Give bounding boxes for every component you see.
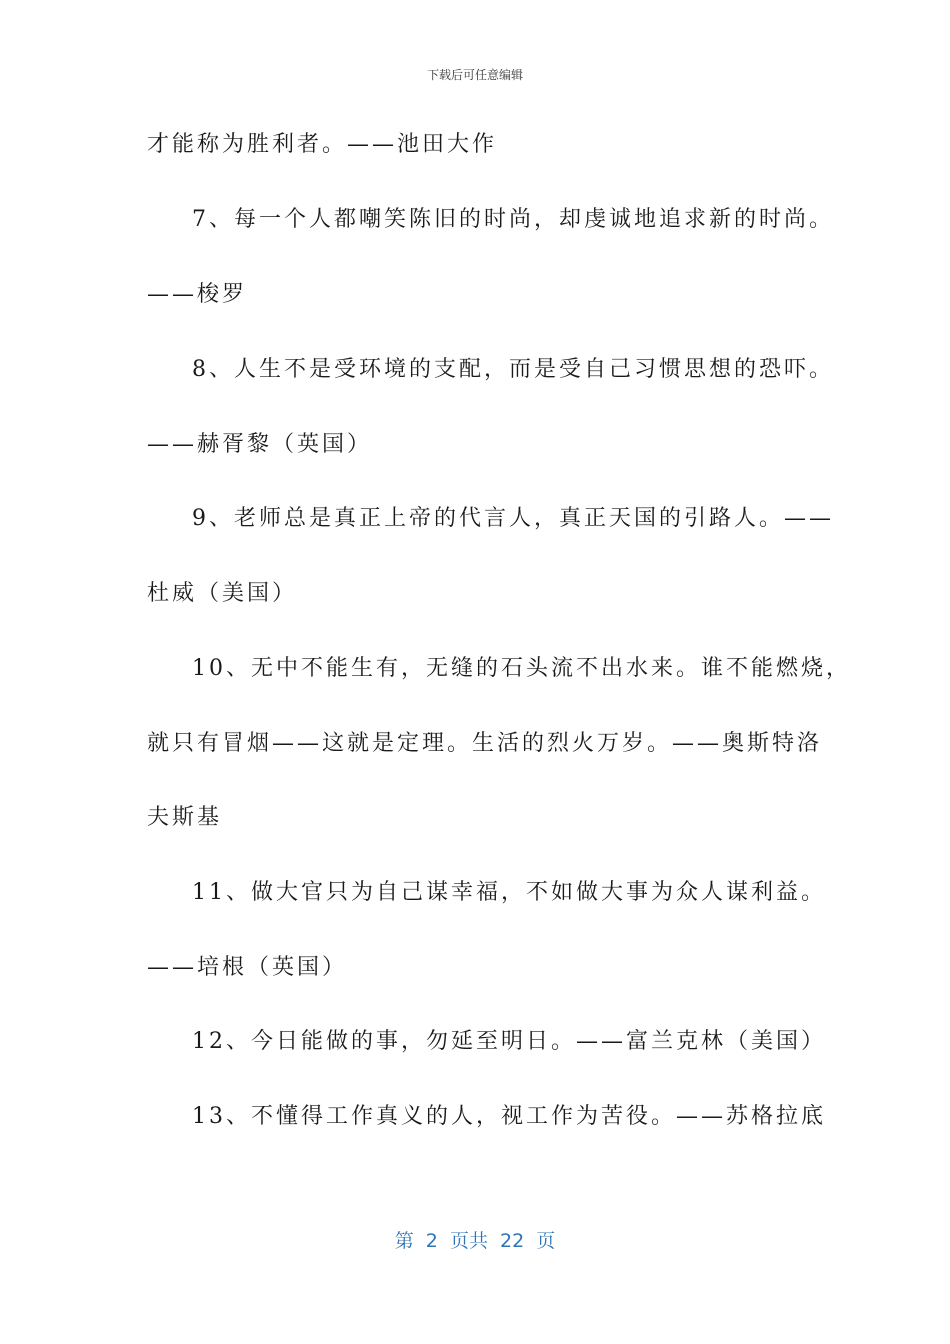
author-line: ——梭罗 (147, 282, 248, 307)
quote-line: 就只有冒烟——这就是定理。生活的烈火万岁。——奥斯特洛 (147, 731, 823, 756)
page-number: 第 2 页共 22 页 (394, 1230, 556, 1252)
author-line: 杜威（美国） (147, 581, 298, 606)
quote-line: 9、老师总是真正上帝的代言人，真正天国的引路人。—— (192, 506, 834, 531)
author-line: 夫斯基 (147, 805, 223, 830)
text-line: 才能称为胜利者。——池田大作 (147, 132, 498, 157)
quote-line: 7、每一个人都嘲笑陈旧的时尚，却虔诚地追求新的时尚。 (192, 207, 834, 232)
quote-line: 12、今日能做的事，勿延至明日。——富兰克林（美国） (192, 1029, 826, 1054)
quote-line: 10、无中不能生有，无缝的石头流不出水来。谁不能燃烧， (192, 656, 851, 681)
author-line: ——赫胥黎（英国） (147, 432, 373, 457)
quote-line: 13、不懂得工作真义的人，视工作为苦役。——苏格拉底 (192, 1104, 826, 1129)
quote-line: 11、做大官只为自己谋幸福，不如做大事为众人谋利益。 (192, 880, 826, 905)
author-line: ——培根（英国） (147, 955, 348, 980)
header-note: 下载后可任意编辑 (426, 68, 523, 82)
quote-line: 8、人生不是受环境的支配，而是受自己习惯思想的恐吓。 (192, 357, 834, 382)
